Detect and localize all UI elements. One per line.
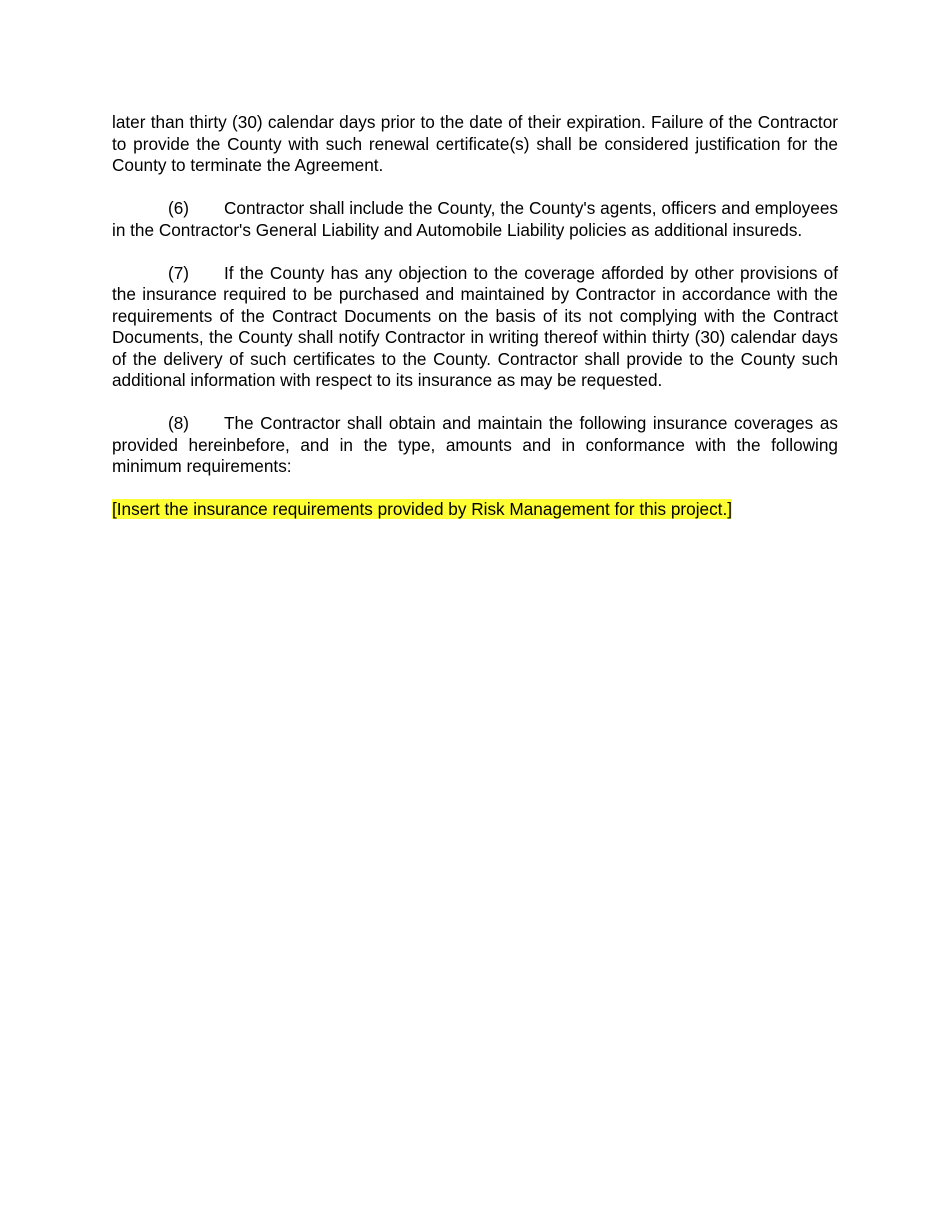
paragraph-continuation: [112, 112, 838, 177]
document-page: [112, 112, 838, 521]
paragraph-7: [112, 263, 838, 392]
paragraph-8: [112, 413, 838, 478]
paragraph-number: (6): [168, 198, 190, 218]
insurance-placeholder-note: [112, 499, 838, 521]
paragraph-text: The Contractor shall obtain and maintain the following insurance coverages as provided hereinbefore, and in the type, amounts and in conformance with the following minimum requirements:: [112, 413, 838, 476]
paragraph-text: later than thirty (30) calendar days prior to the date of their expiration. Failure of the Contractor to provide the County with such renewal certificate(s) shall be considered justification for the County to terminate the Agreement.: [112, 112, 838, 175]
paragraph-number: (7): [168, 262, 190, 283]
paragraph-text: If the County has any objection to the coverage afforded by other provisions of the insurance required to be purchased and maintained by Contractor in accordance with the requirements of the Contract Documents on the basis of its not complying with the Contract Documents, the County shall notify Contractor in writing thereof within thirty (30) calendar days of the delivery of such certificates to the County. Contractor shall provide to the County such additional information with respect to its insurance as may be requested.: [112, 262, 838, 390]
paragraph-text: Contractor shall include the County, the County's agents, officers and employees in the Contractor's General Liability and Automobile Liability policies as additional insureds.: [112, 198, 838, 240]
paragraph-number: (8): [168, 413, 190, 433]
highlighted-placeholder-text: [Insert the insurance requirements provided by Risk Management for this project.]: [112, 499, 733, 519]
paragraph-6: [112, 198, 838, 241]
